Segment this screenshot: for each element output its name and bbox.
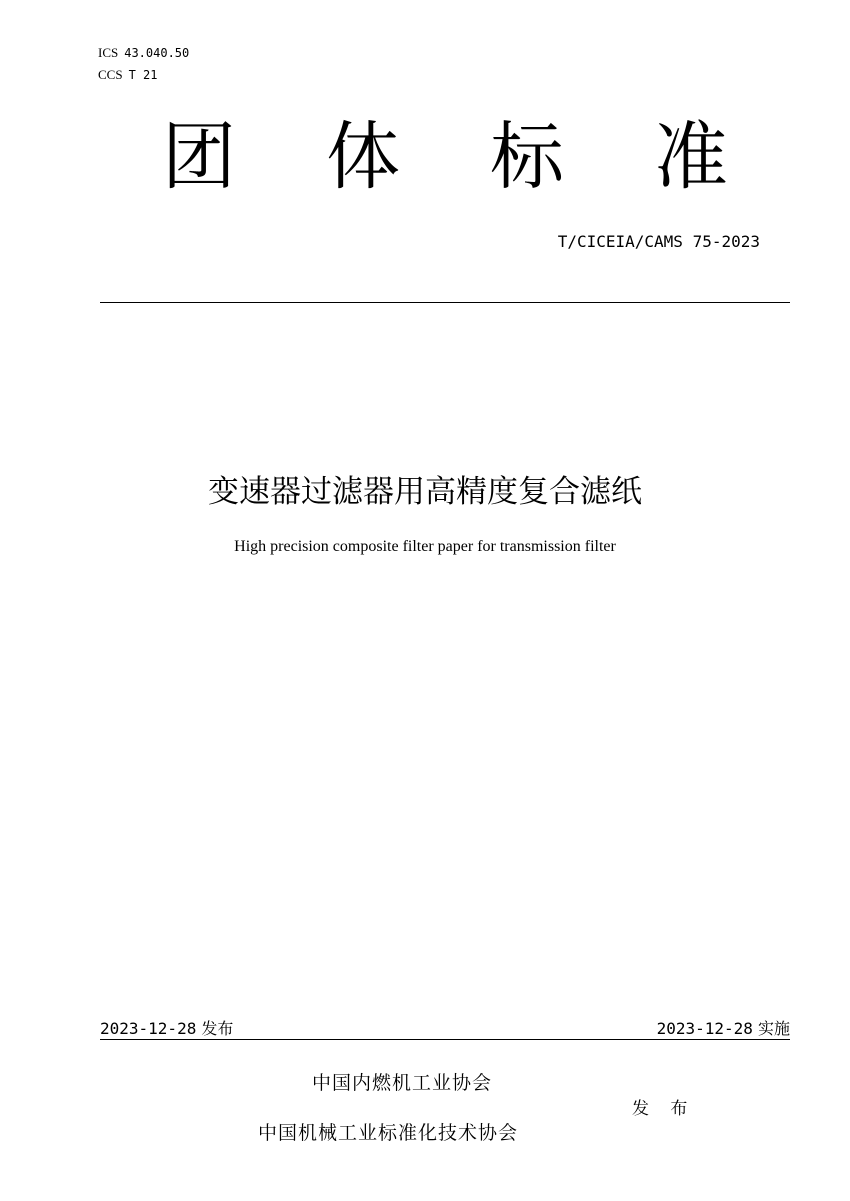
english-title: High precision composite filter paper for transmission filter bbox=[234, 538, 616, 555]
document-type-char: 团 bbox=[162, 114, 236, 200]
document-type-char: 标 bbox=[490, 114, 564, 200]
document-type-char: 体 bbox=[326, 114, 400, 200]
publish-date: 2023-12-28 bbox=[100, 1019, 197, 1038]
ccs-code: T 21 bbox=[128, 68, 158, 82]
issuer-name: 中国机械工业标准化技术协会 bbox=[258, 1122, 519, 1144]
header-divider bbox=[100, 302, 790, 303]
ics-label: ICS bbox=[98, 45, 119, 60]
implement-date-line bbox=[657, 1016, 790, 1039]
ccs-label: CCS bbox=[98, 67, 123, 82]
ccs-line bbox=[98, 64, 189, 86]
implement-label: 实施 bbox=[757, 1019, 790, 1038]
publish-label: 发布 bbox=[201, 1019, 234, 1038]
publish-date-line bbox=[100, 1016, 233, 1039]
classification-codes bbox=[98, 42, 189, 86]
issuer-name: 中国内燃机工业协会 bbox=[312, 1072, 493, 1094]
implement-date: 2023-12-28 bbox=[656, 1019, 753, 1038]
document-type-heading bbox=[100, 112, 790, 202]
chinese-title: 变速器过滤器用高精度复合滤纸 bbox=[208, 474, 642, 510]
ics-line bbox=[98, 42, 189, 64]
footer-divider bbox=[100, 1039, 790, 1040]
issue-label: 发 布 bbox=[632, 1099, 696, 1119]
standard-number: T/CICEIA/CAMS 75-2023 bbox=[557, 232, 760, 251]
ics-code: 43.040.50 bbox=[124, 46, 190, 60]
document-type-char: 准 bbox=[654, 114, 728, 200]
